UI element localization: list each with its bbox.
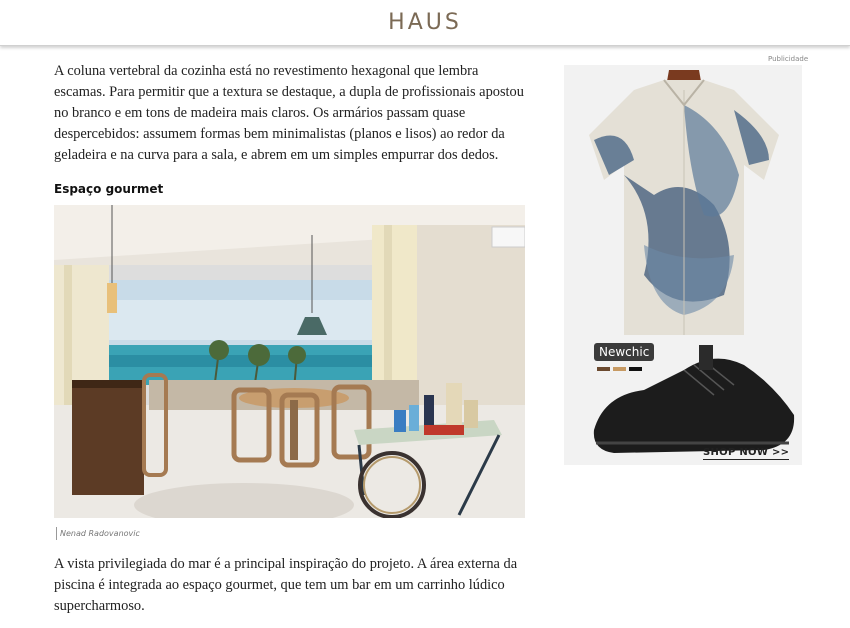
- photo-credit: Nenad Radovanovic: [56, 527, 140, 540]
- swatch: [629, 367, 642, 371]
- ad-brand-badge: Newchic: [594, 343, 654, 361]
- gourmet-space-photo: [54, 205, 525, 518]
- article-photo: [54, 205, 525, 518]
- color-swatches: [597, 367, 642, 371]
- site-header: [0, 0, 850, 46]
- ad-label: Publicidade: [768, 55, 809, 63]
- article-paragraph: A coluna vertebral da cozinha está no revestimento hexagonal que lembra escamas. Para permitir que a textura se destaque, a dupla de profissionais apostou no branco e em tons de madeira mais claros. Os armários passam quase despercebidos: assumem formas bem minimalistas (planos e lisos) ao redor da geladeira e na curva para a sala, e abrem em um simples empurrar dos dedos.: [54, 63, 524, 163]
- ad-banner[interactable]: [564, 65, 802, 465]
- ad-product-image: [564, 65, 802, 465]
- site-logo[interactable]: HAUS: [388, 10, 462, 35]
- swatch: [597, 367, 610, 371]
- shop-now-link[interactable]: SHOP NOW >>: [703, 447, 790, 458]
- swatch: [613, 367, 626, 371]
- section-heading: Espaço gourmet: [54, 182, 164, 196]
- article-paragraph: A vista privilegiada do mar é a principal inspiração do projeto. A área externa da piscina é integrada ao espaço gourmet, que tem um bar em um carrinho lúdico supercharmoso.: [54, 556, 518, 614]
